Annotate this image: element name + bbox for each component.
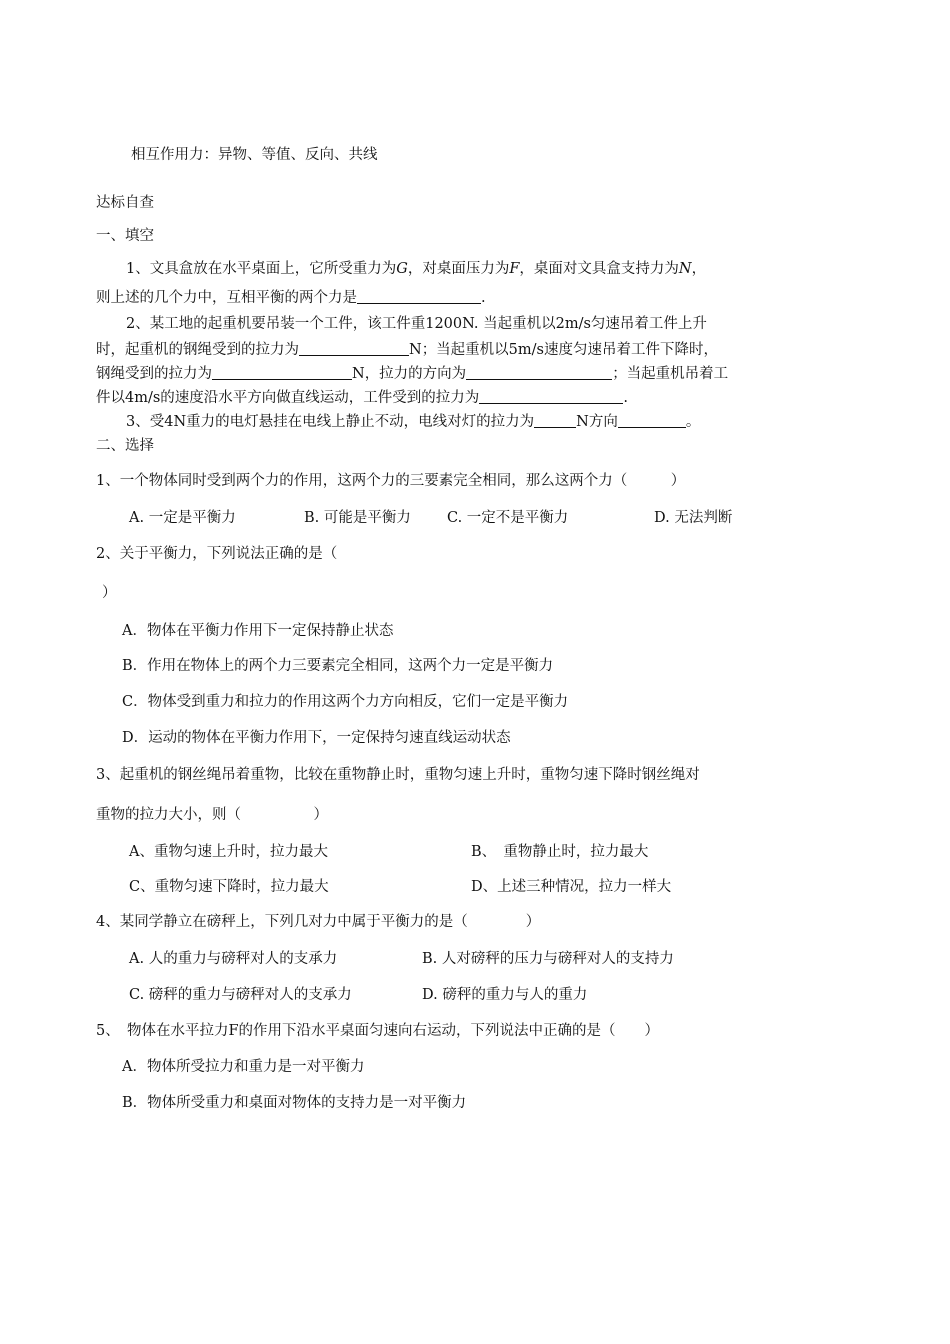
choice-q3-option-c[interactable]: C、重物匀速下降时，拉力最大 bbox=[129, 879, 329, 895]
fill-q1-line2: 则上述的几个力中，互相平衡的两个力是 . bbox=[96, 290, 486, 306]
choice-q4-option-d[interactable]: D. 磅秤的重力与人的重力 bbox=[422, 987, 588, 1003]
choice-q1-option-d[interactable]: D. 无法判断 bbox=[654, 510, 733, 526]
fill-q3: 3、受4N重力的电灯悬挂在电线上静止不动，电线对灯的拉力为 N方向 。 bbox=[126, 414, 701, 430]
choice-q2-option-c[interactable]: C．物体受到重力和拉力的作用这两个力方向相反，它们一定是平衡力 bbox=[122, 694, 569, 710]
choice-q1-option-c[interactable]: C. 一定不是平衡力 bbox=[447, 510, 569, 526]
section-title: 达标自查 bbox=[96, 195, 154, 211]
choice-q1-option-b[interactable]: B. 可能是平衡力 bbox=[304, 510, 411, 526]
choice-q5-option-b[interactable]: B．物体所受重力和桌面对物体的支持力是一对平衡力 bbox=[122, 1095, 467, 1111]
fill-q2-line4: 件以4m/s的速度沿水平方向做直线运动，工件受到的拉力为 . bbox=[96, 390, 628, 406]
fill-q2-line3: 钢绳受到的拉力为 N，拉力的方向为 ；当起重机吊着工 bbox=[96, 366, 729, 382]
answer-blank[interactable] bbox=[299, 341, 409, 356]
choice-q3-option-d[interactable]: D、上述三种情况，拉力一样大 bbox=[471, 879, 672, 895]
answer-blank[interactable] bbox=[212, 365, 352, 380]
choice-q1-option-a[interactable]: A. 一定是平衡力 bbox=[129, 510, 236, 526]
choice-q5-option-a[interactable]: A．物体所受拉力和重力是一对平衡力 bbox=[122, 1059, 365, 1075]
choice-q4-option-c[interactable]: C. 磅秤的重力与磅秤对人的支承力 bbox=[129, 987, 352, 1003]
choice-q3-option-a[interactable]: A、重物匀速上升时，拉力最大 bbox=[129, 844, 328, 860]
summary-line: 相互作用力：异物、等值、反向、共线 bbox=[131, 147, 378, 163]
choice-q2-stem: 2、关于平衡力，下列说法正确的是（ bbox=[96, 546, 338, 562]
answer-blank[interactable] bbox=[357, 289, 481, 304]
choice-q3-option-b[interactable]: B、 重物静止时，拉力最大 bbox=[471, 844, 649, 860]
choice-q2-option-a[interactable]: A．物体在平衡力作用下一定保持静止状态 bbox=[122, 623, 394, 639]
choice-q2-option-b[interactable]: B．作用在物体上的两个力三要素完全相同，这两个力一定是平衡力 bbox=[122, 658, 554, 674]
choice-q3-stem-line2: 重物的拉力大小，则（ ） bbox=[96, 807, 328, 823]
choice-q2-stem-end: ） bbox=[102, 585, 117, 601]
choice-q4-stem: 4、某同学静立在磅秤上，下列几对力中属于平衡力的是（ ） bbox=[96, 914, 541, 930]
part2-heading: 二、选择 bbox=[96, 438, 154, 454]
fill-q1-line1: 1、文具盒放在水平桌面上，它所受重力为G，对桌面压力为F，桌面对文具盒支持力为N， bbox=[126, 261, 707, 277]
choice-q2-option-d[interactable]: D．运动的物体在平衡力作用下，一定保持匀速直线运动状态 bbox=[122, 730, 511, 746]
fill-q2-line2: 时，起重机的钢绳受到的拉力为 N；当起重机以5m/s速度匀速吊着工件下降时， bbox=[96, 342, 718, 358]
choice-q4-option-b[interactable]: B. 人对磅秤的压力与磅秤对人的支持力 bbox=[422, 951, 674, 967]
answer-blank[interactable] bbox=[534, 413, 576, 428]
part1-heading: 一、填空 bbox=[96, 228, 154, 244]
choice-q3-stem-line1: 3、起重机的钢丝绳吊着重物，比较在重物静止时，重物匀速上升时，重物匀速下降时钢丝绳对 bbox=[96, 767, 700, 783]
choice-q1-stem: 1、一个物体同时受到两个力的作用，这两个力的三要素完全相同，那么这两个力（ ） bbox=[96, 473, 686, 489]
answer-blank[interactable] bbox=[479, 389, 623, 404]
answer-blank[interactable] bbox=[466, 365, 612, 380]
choice-q5-stem: 5、 物体在水平拉力F的作用下沿水平桌面匀速向右运动，下列说法中正确的是（ ） bbox=[96, 1023, 660, 1039]
choice-q4-option-a[interactable]: A. 人的重力与磅秤对人的支承力 bbox=[129, 951, 338, 967]
answer-blank[interactable] bbox=[618, 413, 686, 428]
fill-q2-line1: 2、某工地的起重机要吊装一个工件，该工件重1200N. 当起重机以2m/s匀速吊着工件上升 bbox=[126, 316, 707, 332]
